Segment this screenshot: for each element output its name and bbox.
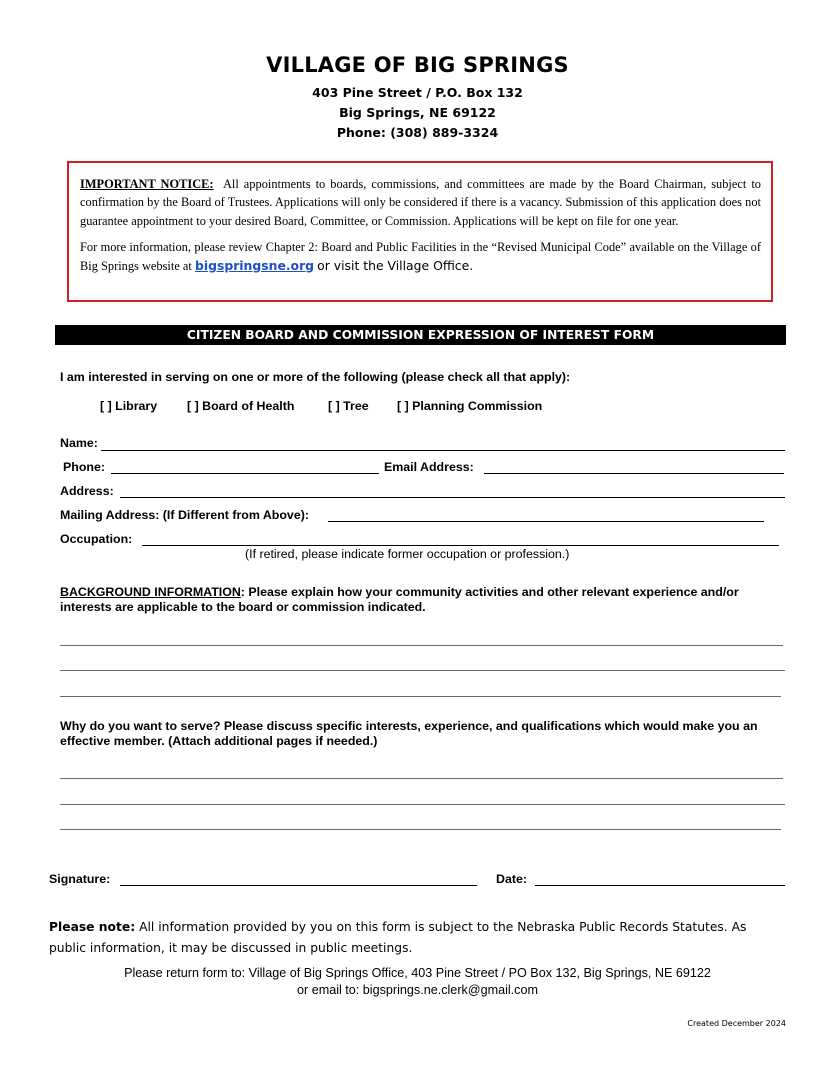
name-field[interactable] <box>101 450 785 451</box>
notice-info-text: For more information, please review Chapter 2: Board and Public Facilities in the “Revised Municipal Code” available on the Village of Big Springs website at <box>80 240 761 273</box>
why-line-2[interactable] <box>60 804 785 805</box>
why-line-3[interactable] <box>60 829 781 830</box>
background-text: : Please explain how your community activities and other relevant experience and/or interests are applicable to the board or commission indicated. <box>60 585 739 614</box>
occupation-label: Occupation: <box>60 532 133 546</box>
phone-field[interactable] <box>111 473 379 474</box>
background-line-1[interactable] <box>60 645 783 646</box>
date-label: Date: <box>496 872 527 886</box>
name-label: Name: <box>60 436 98 450</box>
phone-line: Phone: (308) 889-3324 <box>336 125 499 140</box>
note-text: All information provided by you on this form is subject to the Nebraska Public Records Statutes. As public information, it may be discussed in public meetings. <box>49 920 747 955</box>
date-field[interactable] <box>535 885 785 886</box>
important-notice-box <box>67 161 773 302</box>
form-title-banner: CITIZEN BOARD AND COMMISSION EXPRESSION OF INTEREST FORM <box>55 325 786 345</box>
note-lead: Please note: <box>49 920 136 934</box>
notice-paragraph <box>80 175 761 230</box>
interest-prompt: I am interested in serving on one or more of the following (please check all that apply): <box>60 370 571 384</box>
address-field[interactable] <box>120 497 785 498</box>
signature-field[interactable] <box>120 885 477 886</box>
background-prompt <box>60 585 782 615</box>
why-line-1[interactable] <box>60 778 783 779</box>
notice-body: All appointments to boards, commissions, and committees are made by the Board Chairman, subject to confirmation by the Board of Trustees. Applications will only be considered if there is a vacancy. Submission of this application does not guarantee appointment to your desired Board, Committee, or Commission. Applications will be kept on file for one year. <box>80 177 761 228</box>
email-field[interactable] <box>484 473 784 474</box>
checkbox-library[interactable]: [ ] Library <box>100 399 158 413</box>
checkbox-tree[interactable]: [ ] Tree <box>328 399 369 413</box>
occupation-field[interactable] <box>142 545 779 546</box>
notice-info-tail: or visit the Village Office. <box>317 257 474 273</box>
created-date: Created December 2024 <box>687 1019 786 1028</box>
return-line-1: Please return form to: Village of Big Springs Office, 403 Pine Street / PO Box 132, Big Springs, NE 69122 <box>124 966 711 980</box>
phone-label: Phone: <box>63 460 105 474</box>
notice-lead: IMPORTANT NOTICE: <box>80 177 214 191</box>
signature-label: Signature: <box>49 872 111 886</box>
checkbox-planning-commission[interactable]: [ ] Planning Commission <box>397 399 543 413</box>
background-line-3[interactable] <box>60 696 781 697</box>
background-lead: BACKGROUND INFORMATION <box>60 585 241 599</box>
notice-info-paragraph <box>80 238 761 275</box>
checkbox-board-of-health[interactable]: [ ] Board of Health <box>187 399 295 413</box>
mailing-address-label: Mailing Address: (If Different from Above): <box>60 508 309 522</box>
records-note <box>49 917 779 959</box>
background-line-2[interactable] <box>60 670 785 671</box>
mailing-address-field[interactable] <box>328 521 764 522</box>
address-line-1: 403 Pine Street / P.O. Box 132 <box>312 85 523 100</box>
email-label: Email Address: <box>384 460 474 474</box>
return-line-2: or email to: bigsprings.ne.clerk@gmail.com <box>297 983 538 997</box>
website-link[interactable]: bigspringsne.org <box>194 257 315 273</box>
address-line-2: Big Springs, NE 69122 <box>339 105 496 120</box>
why-serve-prompt: Why do you want to serve? Please discuss specific interests, experience, and qualifications which would make you an effective member. (Attach additional pages if needed.) <box>60 719 758 748</box>
address-label: Address: <box>60 484 114 498</box>
village-title: VILLAGE OF BIG SPRINGS <box>266 53 569 77</box>
occupation-hint: (If retired, please indicate former occupation or profession.) <box>245 547 570 561</box>
